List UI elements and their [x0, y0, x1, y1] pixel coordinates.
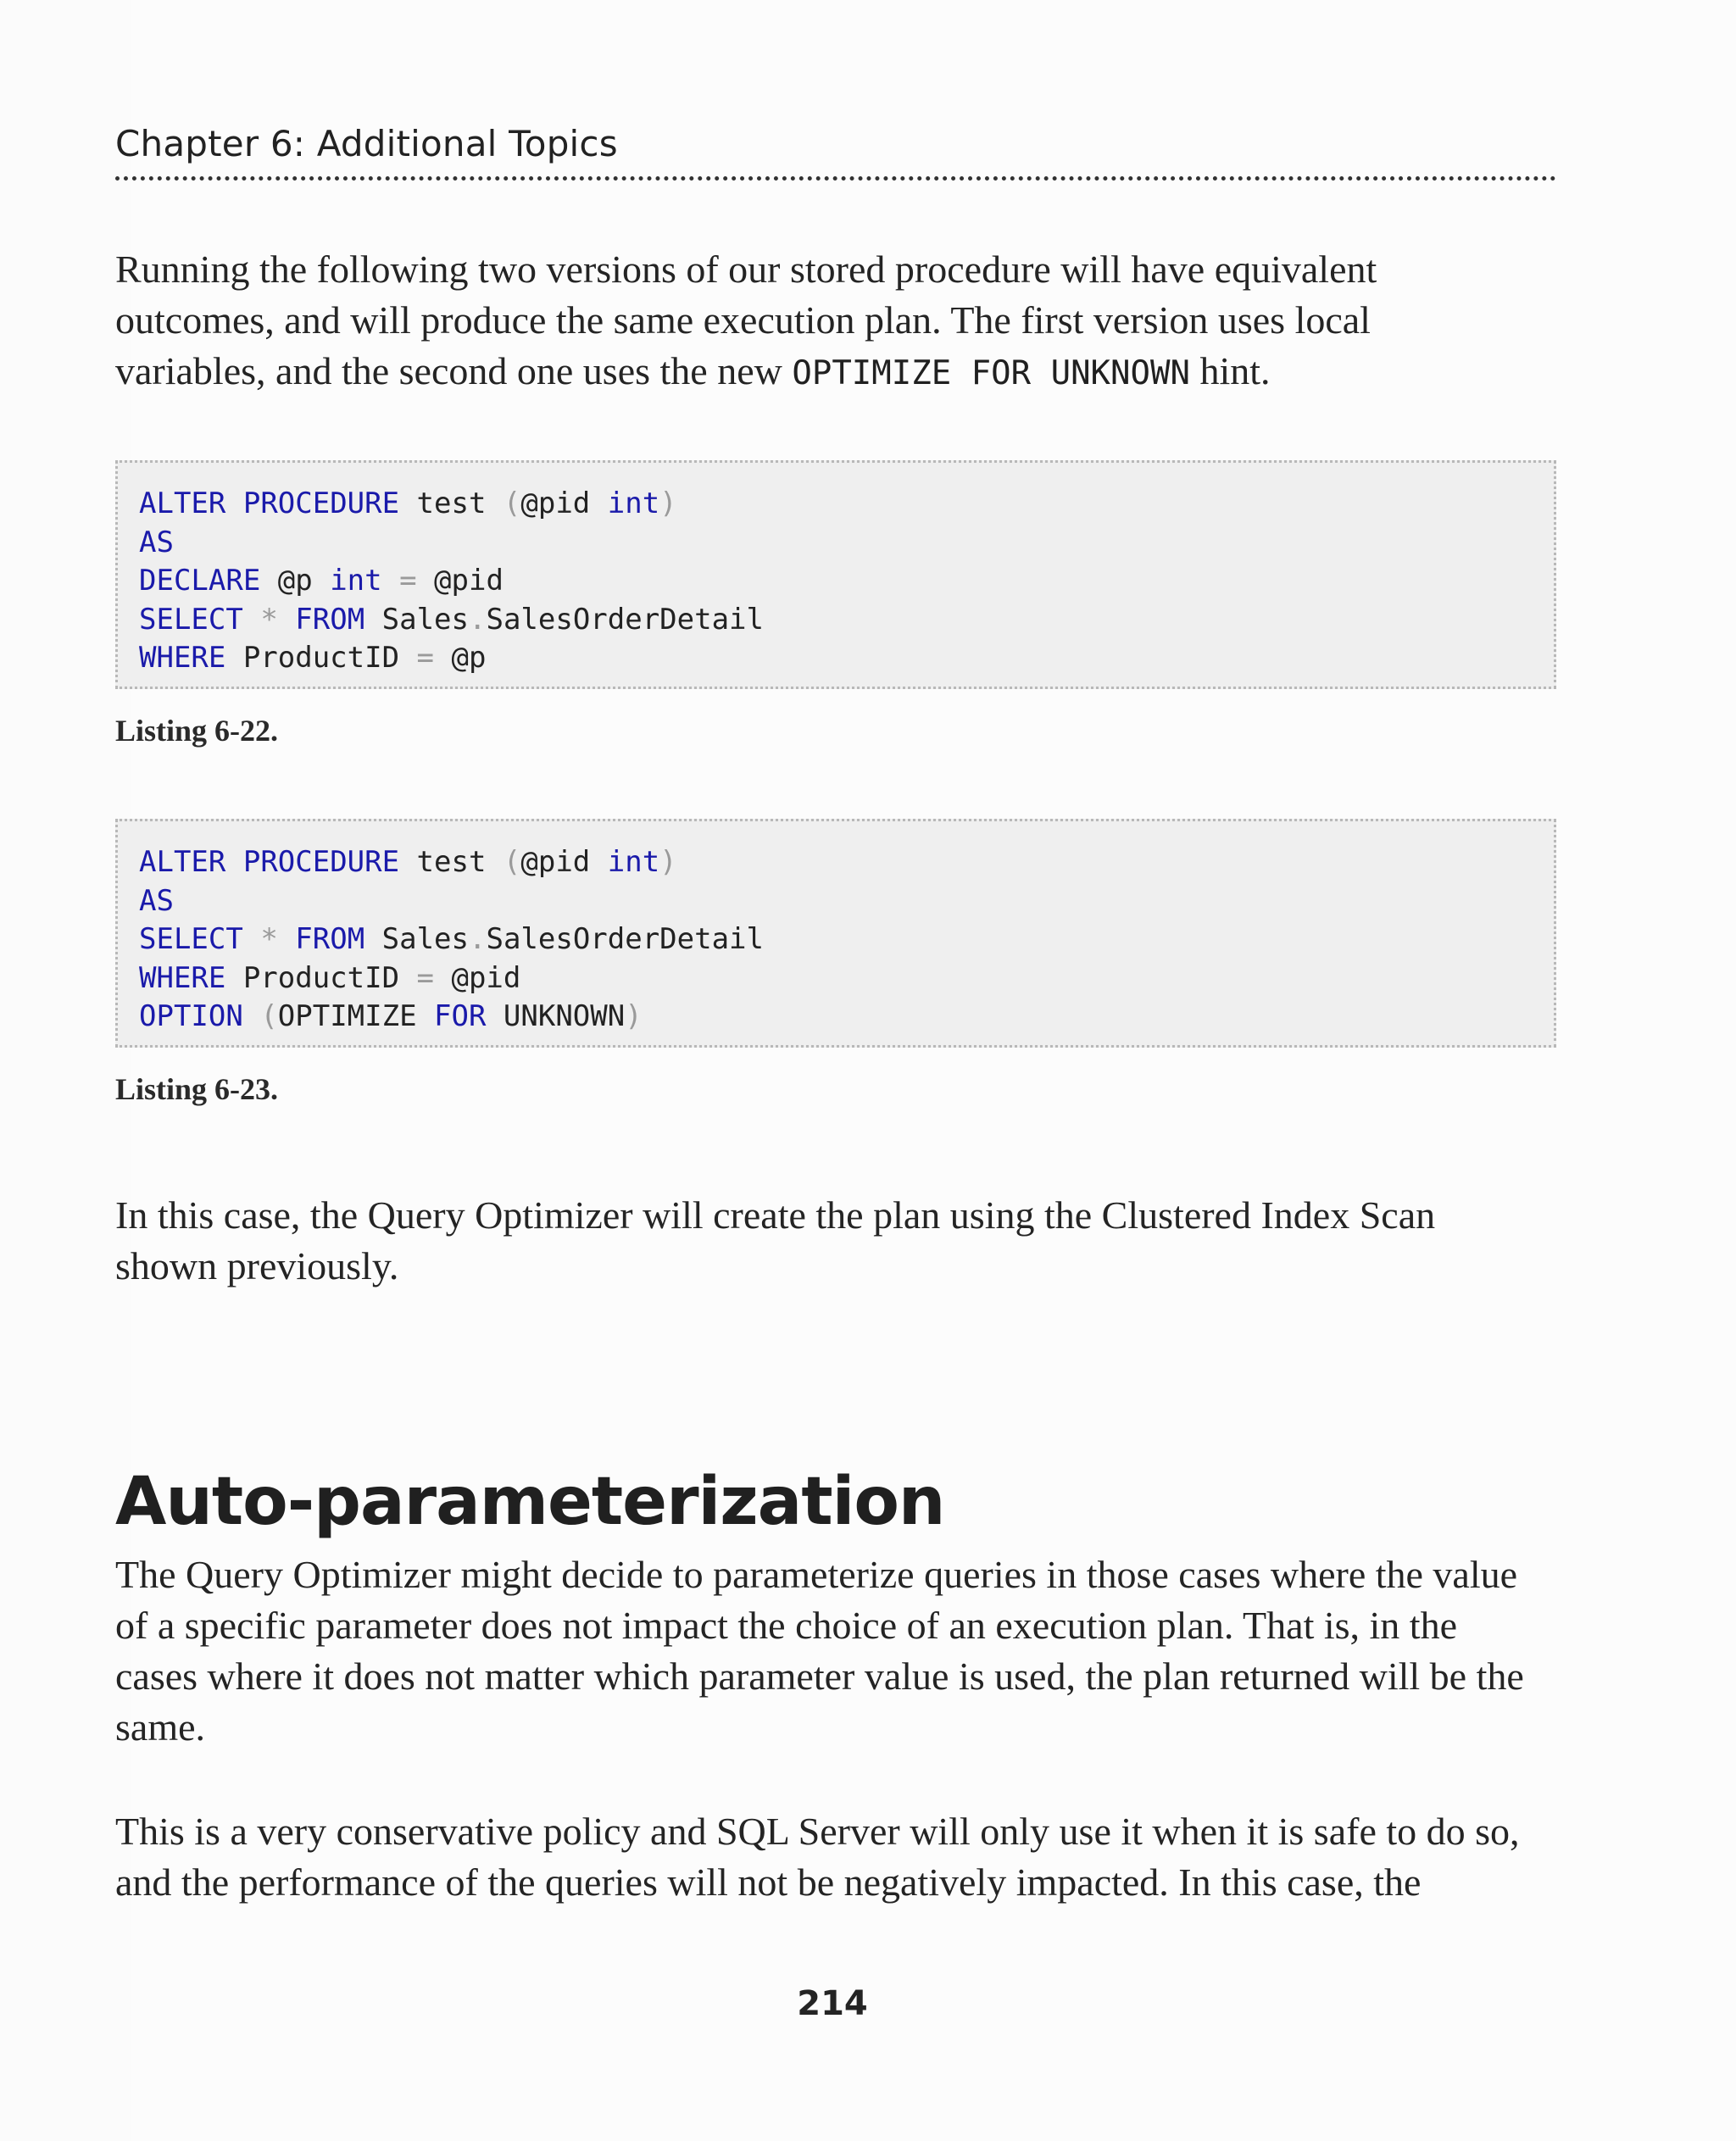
sql-keyword: FOR — [434, 999, 487, 1033]
sql-text: SalesOrderDetail — [486, 602, 764, 637]
code-line — [139, 524, 764, 563]
inline-code-optimize-for-unknown: OPTIMIZE FOR UNKNOWN — [792, 354, 1190, 392]
sql-text — [225, 487, 242, 520]
sql-punctuation: * — [260, 602, 278, 637]
section-paragraph-1: The Query Optimizer might decide to parameterize queries in those cases where the value of a specific parameter does not impact the choice of an execution plan. That is, in the cases where it does not matter which parameter value is used, the plan returned will be the same. — [115, 1553, 1524, 1749]
listing-6-23-code-block — [115, 819, 1556, 1048]
sql-keyword: FROM — [295, 922, 365, 956]
sql-keyword: PROCEDURE — [242, 487, 400, 520]
sql-punctuation: = — [399, 564, 417, 598]
sql-punctuation: * — [260, 922, 278, 956]
sql-punctuation: ( — [503, 845, 521, 879]
sql-keyword: SELECT — [139, 602, 243, 637]
sql-keyword: int — [330, 564, 382, 598]
listing-6-22-caption: Listing 6-22. — [115, 714, 279, 748]
sql-text: UNKNOWN — [486, 999, 626, 1033]
sql-text: @pid — [520, 845, 608, 879]
sql-keyword: ALTER — [139, 487, 226, 520]
sql-text: @pid — [434, 960, 521, 995]
chapter-title: Chapter 6: Additional Topics — [115, 123, 618, 164]
code-line — [139, 639, 764, 678]
section-paragraph-2: This is a very conservative policy and SQL Server will only use it when it is safe to do so, and the performance of the queries will not be negatively impacted. In this case, the — [115, 1810, 1520, 1904]
listing-6-23-caption: Listing 6-23. — [115, 1072, 279, 1106]
sql-keyword: FROM — [295, 602, 365, 637]
code-line — [139, 882, 764, 921]
sql-text: @p — [260, 564, 331, 598]
sql-text: test — [399, 487, 504, 520]
intro-text-part-2: hint. — [1189, 349, 1271, 392]
sql-punctuation: . — [469, 922, 487, 956]
sql-keyword: WHERE — [139, 641, 226, 675]
sql-text — [243, 922, 260, 956]
sql-text — [278, 603, 295, 637]
code-line — [139, 920, 764, 959]
sql-punctuation: = — [416, 641, 435, 675]
sql-text: Sales — [364, 922, 469, 956]
sql-punctuation: ) — [659, 487, 677, 520]
after-listings-paragraph: In this case, the Query Optimizer will create the plan using the Clustered Index Scan shown previously. — [115, 1193, 1436, 1287]
sql-keyword: int — [607, 487, 660, 520]
sql-text: @pid — [416, 564, 504, 598]
sql-punctuation: = — [416, 960, 435, 995]
sql-punctuation: ) — [659, 845, 677, 879]
listing-6-22-code-block — [115, 460, 1556, 689]
sql-keyword: AS — [139, 525, 174, 559]
sql-text — [243, 999, 260, 1033]
sql-text — [243, 603, 260, 637]
sql-keyword: WHERE — [139, 960, 226, 995]
sql-keyword: PROCEDURE — [242, 845, 400, 879]
code-line — [139, 998, 764, 1037]
sql-keyword: AS — [139, 883, 174, 918]
sql-text: OPTIMIZE — [277, 999, 435, 1033]
sql-text: test — [399, 845, 504, 879]
sql-text — [278, 922, 295, 956]
sql-text: @pid — [520, 487, 608, 520]
code-line — [139, 959, 764, 998]
sql-keyword: ALTER — [139, 845, 226, 879]
listing-6-23-code-lines — [139, 843, 764, 1037]
sql-text — [382, 564, 399, 598]
code-line — [139, 601, 764, 640]
sql-text: SalesOrderDetail — [486, 922, 764, 956]
sql-keyword: DECLARE — [139, 564, 261, 598]
code-line — [139, 562, 764, 601]
intro-paragraph — [115, 244, 1505, 399]
sql-text: @p — [434, 641, 487, 675]
sql-text: ProductID — [225, 960, 417, 995]
section-heading: Auto-parameterization — [115, 1464, 945, 1541]
sql-text: Sales — [364, 602, 469, 637]
code-line — [139, 485, 764, 524]
sql-punctuation: ) — [625, 999, 643, 1033]
sql-text — [225, 845, 242, 879]
running-header — [115, 114, 1556, 181]
sql-punctuation: ( — [260, 999, 278, 1033]
sql-keyword: int — [607, 845, 660, 879]
listing-6-22-code-lines — [139, 485, 764, 678]
code-line — [139, 843, 764, 882]
sql-text: ProductID — [225, 641, 417, 675]
sql-punctuation: ( — [503, 487, 521, 520]
sql-keyword: OPTION — [139, 999, 243, 1033]
sql-keyword: SELECT — [139, 922, 243, 956]
sql-punctuation: . — [469, 602, 487, 637]
intro-text-part-1: Running the following two versions of our stored procedure will have equivalent outcomes, and will produce the same execution plan. The first version uses local variables, and the second one uses the new — [115, 247, 1377, 392]
page-number: 214 — [797, 1984, 868, 2023]
